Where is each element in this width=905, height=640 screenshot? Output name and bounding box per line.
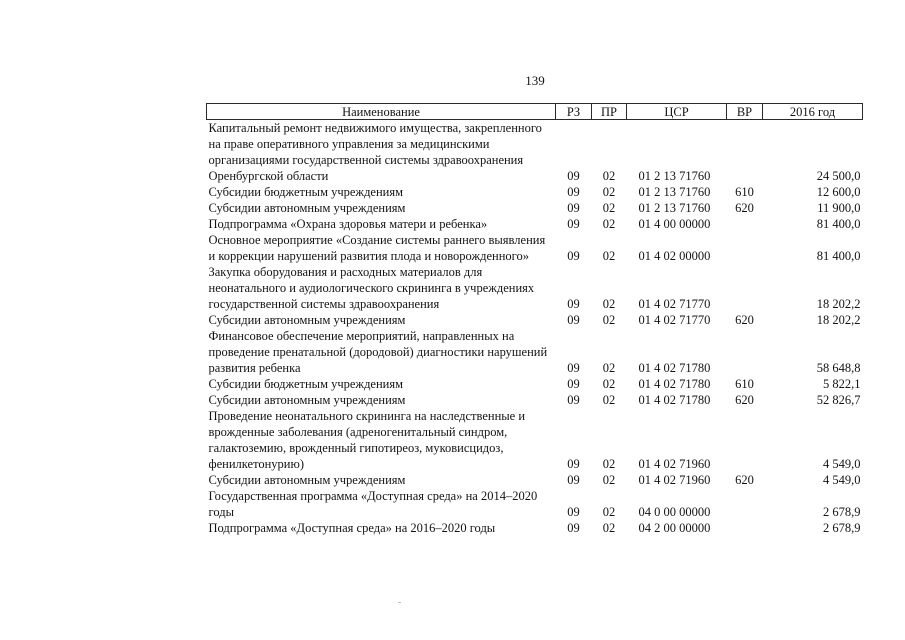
row-pr: 02 [602,361,616,375]
table-row [207,488,863,520]
row-name: Субсидии автономным учреждениям [208,201,406,215]
row-pr: 02 [602,505,616,519]
row-vr [727,488,763,520]
row-rz: 09 [567,185,580,199]
row-name: Проведение неонатального скрининга на наследственные и врожденные заболевания (адреногенитальный синдром, галактоземию, врожденный гипотиреоз, муковисцидоз, фенилкетонурию) [208,409,526,471]
row-rz: 09 [567,377,580,391]
row-csr: 01 4 02 71960 [638,457,711,471]
row-vr: 620 [735,393,754,407]
row-vr: 610 [735,377,754,391]
row-pr: 02 [602,201,616,215]
row-amount: 81 400,0 [816,217,861,231]
row-amount: 2 678,9 [823,505,861,519]
row-amount: 12 600,0 [816,185,861,199]
table-row [207,520,863,536]
table-row [207,328,863,376]
row-csr: 01 4 02 71780 [638,377,711,391]
row-vr [727,232,763,264]
page-number: 139 [525,73,545,88]
table-row [207,120,863,185]
row-rz: 09 [567,217,580,231]
row-csr: 04 2 00 00000 [638,521,711,535]
row-name: Субсидии автономным учреждениям [208,313,406,327]
row-rz: 09 [567,249,580,263]
row-name: Субсидии бюджетным учреждениям [208,185,404,199]
table-row [207,232,863,264]
row-vr [727,216,763,232]
table-row [207,408,863,472]
row-amount: 4 549,0 [823,473,861,487]
row-csr: 01 2 13 71760 [638,185,711,199]
table-row [207,200,863,216]
row-rz: 09 [567,313,580,327]
table-row [207,184,863,200]
row-amount: 5 822,1 [823,377,861,391]
row-pr: 02 [602,377,616,391]
row-amount: 11 900,0 [817,201,861,215]
row-name: Подпрограмма «Охрана здоровья матери и ребенка» [208,217,488,231]
row-vr: 610 [735,185,754,199]
row-amount: 52 826,7 [816,393,861,407]
table-header-row [207,104,863,120]
row-rz: 09 [567,505,580,519]
row-name: Финансовое обеспечение мероприятий, направленных на проведение пренатальной (дородовой) диагностики нарушений развития ребенка [208,329,548,375]
row-pr: 02 [602,393,616,407]
row-name: Субсидии автономным учреждениям [208,473,406,487]
row-csr: 01 4 02 71780 [638,393,711,407]
row-amount: 4 549,0 [823,457,861,471]
row-vr: 620 [735,201,754,215]
row-amount: 18 202,2 [816,313,861,327]
row-name: Капитальный ремонт недвижимого имущества, закрепленного на праве оперативного управления за медицинскими организациями государственной системы здравоохранения Оренбургской области [208,121,542,183]
row-rz: 09 [567,457,580,471]
row-rz: 09 [567,361,580,375]
row-vr [727,328,763,376]
row-csr: 01 4 02 71770 [638,313,711,327]
row-name: Закупка оборудования и расходных материалов для неонатального и аудиологического скрининга в учреждениях государственной системы здравоохранения [208,265,535,311]
table-row [207,216,863,232]
row-name: Государственная программа «Доступная среда» на 2014–2020 годы [208,489,538,519]
row-csr: 01 4 02 00000 [638,249,711,263]
budget-table [206,103,863,536]
row-rz: 09 [567,393,580,407]
header-pr: ПР [592,104,627,120]
header-csr: ЦСР [627,104,727,120]
row-pr: 02 [602,521,616,535]
row-csr: 01 4 02 71780 [638,361,711,375]
row-pr: 02 [602,249,616,263]
row-pr: 02 [602,185,616,199]
row-amount: 58 648,8 [816,361,861,375]
row-rz: 09 [567,297,580,311]
row-pr: 02 [602,217,616,231]
row-csr: 01 4 00 00000 [638,217,711,231]
table-row [207,376,863,392]
table-row [207,392,863,408]
row-csr: 01 2 13 71760 [638,201,711,215]
row-vr [727,120,763,185]
row-csr: 01 4 02 71960 [638,473,711,487]
row-amount: 18 202,2 [816,297,861,311]
scan-dot [398,602,401,603]
row-pr: 02 [602,457,616,471]
row-csr: 01 2 13 71760 [638,169,711,183]
row-pr: 02 [602,297,616,311]
row-amount: 81 400,0 [816,249,861,263]
row-rz: 09 [567,201,580,215]
row-name: Основное мероприятие «Создание системы раннего выявления и коррекции нарушений развития плода и новорожденного» [208,233,546,263]
row-amount: 2 678,9 [823,521,861,535]
row-vr: 620 [735,313,754,327]
row-pr: 02 [602,473,616,487]
row-name: Подпрограмма «Доступная среда» на 2016–2020 годы [208,521,496,535]
table-row [207,312,863,328]
header-rz: РЗ [556,104,592,120]
row-pr: 02 [602,313,616,327]
header-vr: ВР [727,104,763,120]
header-name: Наименование [207,104,556,120]
row-vr [727,520,763,536]
row-vr [727,264,763,312]
row-csr: 01 4 02 71770 [638,297,711,311]
row-amount: 24 500,0 [816,169,861,183]
table-row [207,472,863,488]
row-vr [727,408,763,472]
row-csr: 04 0 00 00000 [638,505,711,519]
header-year: 2016 год [763,104,863,120]
row-rz: 09 [567,473,580,487]
row-name: Субсидии бюджетным учреждениям [208,377,404,391]
table-row [207,264,863,312]
row-pr: 02 [602,169,616,183]
row-rz: 09 [567,169,580,183]
row-name: Субсидии автономным учреждениям [208,393,406,407]
row-vr: 620 [735,473,754,487]
row-rz: 09 [567,521,580,535]
